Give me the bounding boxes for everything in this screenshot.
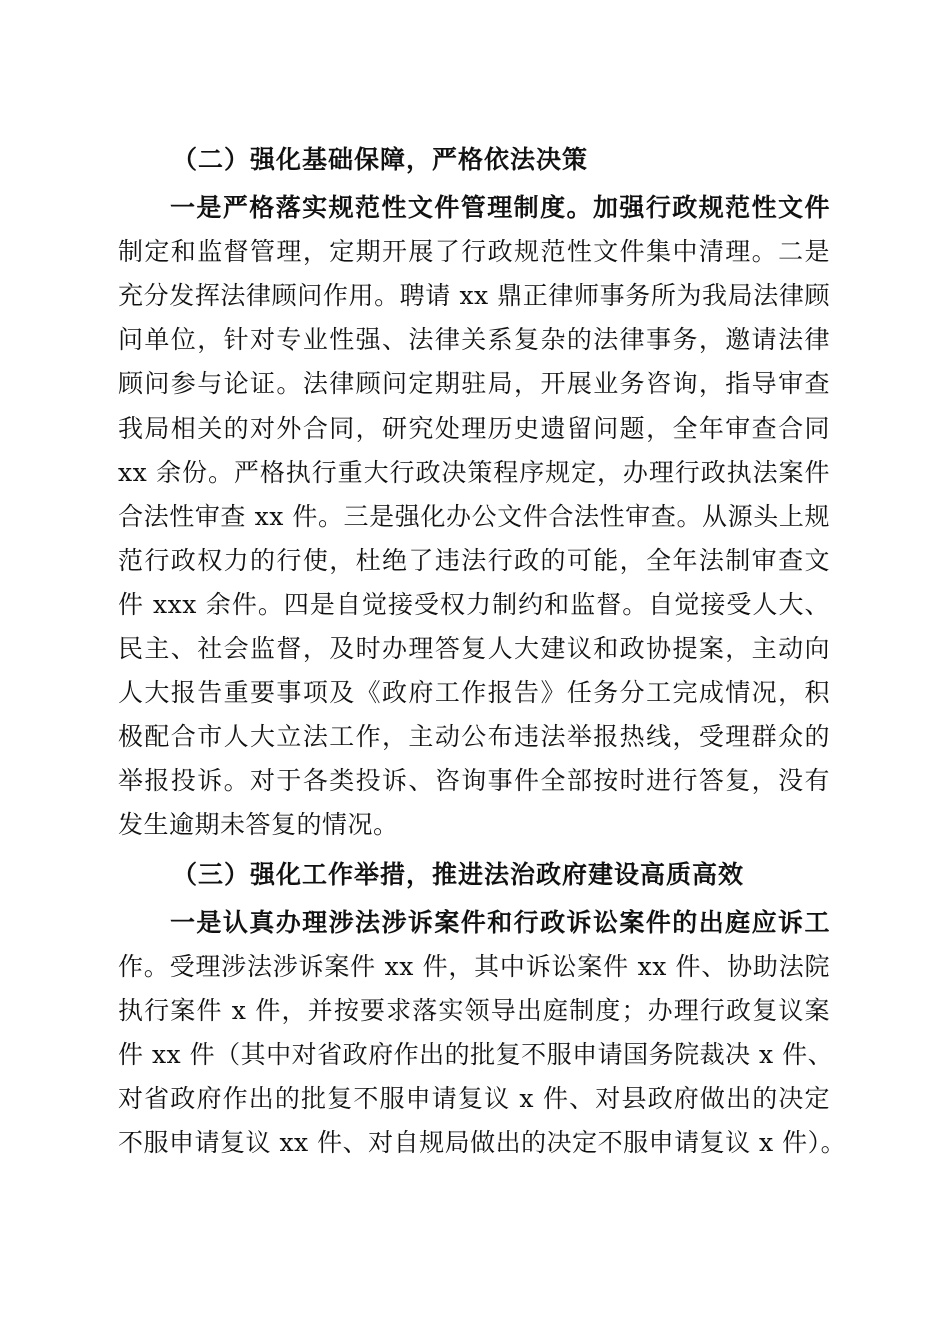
section-heading-3: （三）强化工作举措，推进法治政府建设高质高效	[172, 860, 745, 889]
paragraph-line: 范行政权力的行使，杜绝了违法行政的可能，全年法制审查文	[118, 546, 830, 575]
paragraph-line: 合法性审查 xx 件。三是强化办公文件合法性审查。从源头上规	[118, 502, 830, 531]
paragraph-line: 充分发挥法律顾问作用。聘请 xx 鼎正律师事务所为我局法律顾	[118, 281, 830, 310]
paragraph-line: 极配合市人大立法工作，主动公布违法举报热线，受理群众的	[118, 722, 830, 751]
paragraph-line: 举报投诉。对于各类投诉、咨询事件全部按时进行答复，没有	[118, 766, 830, 795]
paragraph-line: 对省政府作出的批复不服申请复议 x 件、对县政府做出的决定	[118, 1084, 830, 1113]
paragraph-line: 一是严格落实规范性文件管理制度。加强行政规范性文件	[170, 193, 830, 222]
paragraph-line: 作。受理涉法涉诉案件 xx 件，其中诉讼案件 xx 件、协助法院	[118, 952, 830, 981]
paragraph-line: 问单位，针对专业性强、法律关系复杂的法律事务，邀请法律	[118, 325, 830, 354]
paragraph-line: 发生逾期未答复的情况。	[118, 810, 399, 839]
paragraph-line: 执行案件 x 件，并按要求落实领导出庭制度；办理行政复议案	[118, 996, 830, 1025]
paragraph-line: 不服申请复议 xx 件、对自规局做出的决定不服申请复议 x 件）。	[118, 1128, 847, 1157]
section-heading-2: （二）强化基础保障，严格依法决策	[172, 145, 589, 174]
paragraph-line: 我局相关的对外合同，研究处理历史遗留问题，全年审查合同	[118, 414, 830, 443]
paragraph-line: 制定和监督管理，定期开展了行政规范性文件集中清理。二是	[118, 237, 830, 266]
paragraph-line: 顾问参与论证。法律顾问定期驻局，开展业务咨询，指导审查	[118, 369, 830, 398]
paragraph-line: 件 xx 件（其中对省政府作出的批复不服申请国务院裁决 x 件、	[118, 1040, 834, 1069]
paragraph-line: xx 余份。严格执行重大行政决策程序规定，办理行政执法案件	[118, 458, 830, 487]
paragraph-line: 人大报告重要事项及《政府工作报告》任务分工完成情况，积	[118, 678, 830, 707]
paragraph-line: 民主、社会监督，及时办理答复人大建议和政协提案，主动向	[118, 634, 830, 663]
paragraph-line: 件 xxx 余件。四是自觉接受权力制约和监督。自觉接受人大、	[118, 590, 830, 619]
paragraph-line: 一是认真办理涉法涉诉案件和行政诉讼案件的出庭应诉工	[170, 908, 830, 937]
